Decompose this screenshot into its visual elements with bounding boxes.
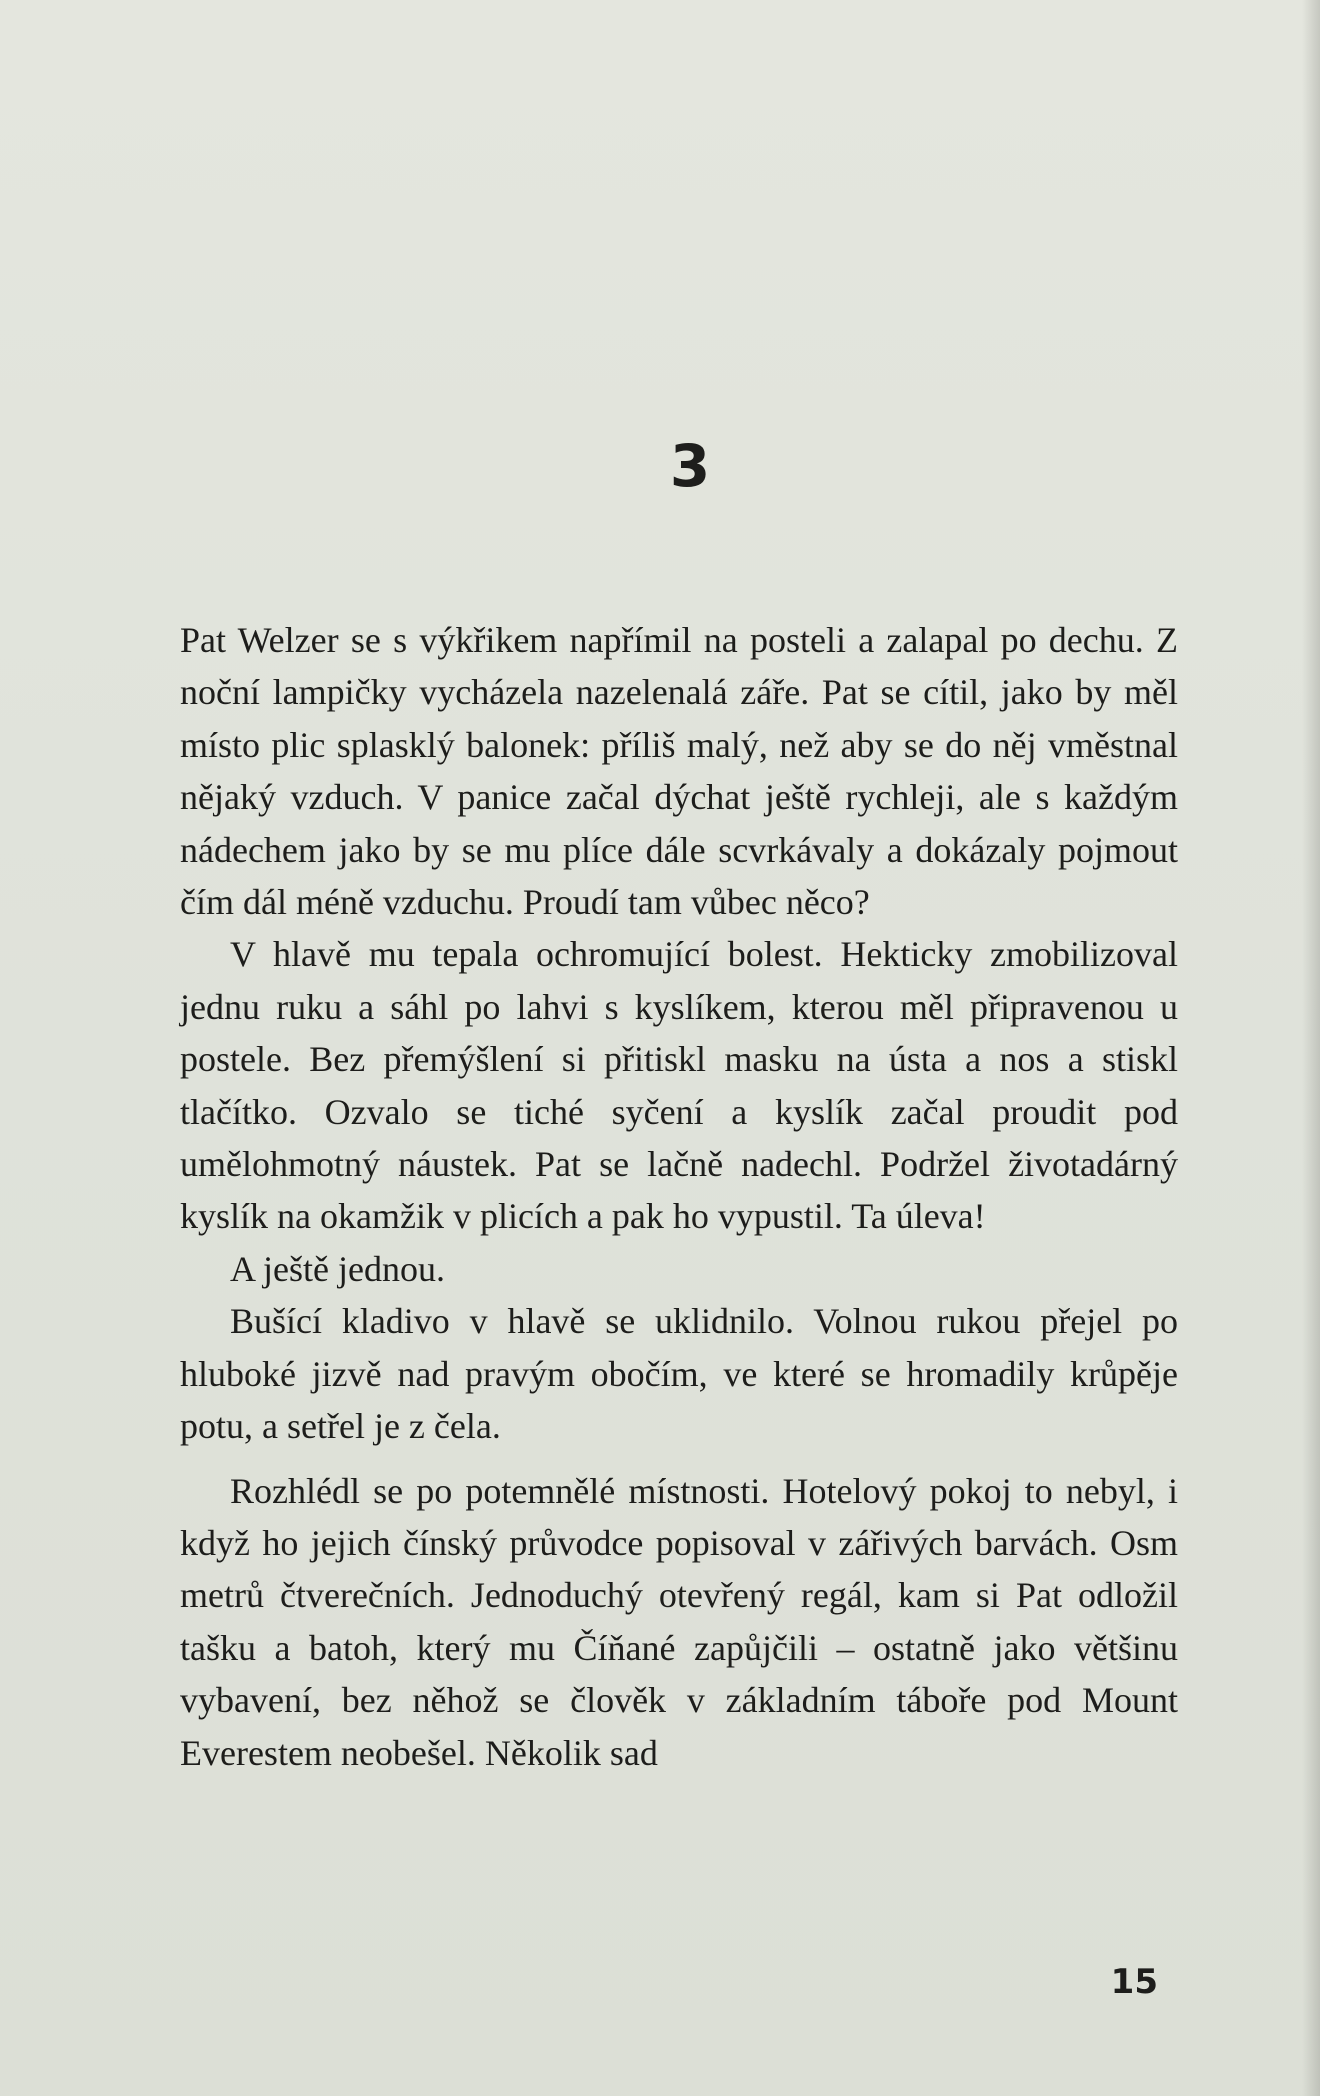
paragraph: A ještě jednou. bbox=[230, 1248, 445, 1289]
paragraph: Pat Welzer se s výkřikem napřímil na posteli a zalapal po dechu. Z noční lampičky vycházela nazelenalá záře. Pat se cítil, jako by měl místo plic splasklý balonek: příliš malý, než aby se do něj vměstnal nějaký vzduch. V panice začal dýchat ještě rychleji, ale s každým nádechem jako by se mu plíce dále scvrkávaly a dokázaly pojmout čím dál méně vzduchu. Proudí tam vůbec něco? bbox=[180, 620, 1178, 923]
body-text bbox=[180, 614, 1178, 1779]
paragraph: V hlavě mu tepala ochromující bolest. Hekticky zmobilizoval jednu ruku a sáhl po lahvi s kyslíkem, kterou měl připravenou u postele. Bez přemýšlení si přitiskl masku na ústa a nos a stiskl tlačítko. Ozvalo se tiché syčení a kyslík začal proudit pod umělohmotný náustek. Pat se lačně nadechl. Podržel životadárný kyslík na okamžik v plicích a pak ho vypustil. Ta úleva! bbox=[180, 934, 1178, 1237]
chapter-number: 3 bbox=[669, 432, 711, 500]
paragraph: Bušící kladivo v hlavě se uklidnilo. Volnou rukou přejel po hluboké jizvě nad pravým obočím, ve které se hromadily krůpěje potu, a setřel je z čela. bbox=[180, 1301, 1178, 1447]
paragraph: Rozhlédl se po potemnělé místnosti. Hotelový pokoj to nebyl, i když ho jejich čínský průvodce popisoval v zářivých barvách. Osm metrů čtverečních. Jednoduchý otevřený regál, kam si Pat odložil tašku a batoh, který mu Číňané zapůjčili – ostatně jako většinu vybavení, bez něhož se člověk v základním táboře pod Mount Everestem neobešel. Několik sad bbox=[180, 1470, 1178, 1773]
page-edge-shadow bbox=[1302, 0, 1320, 2096]
page-number: 15 bbox=[1110, 1962, 1158, 2002]
